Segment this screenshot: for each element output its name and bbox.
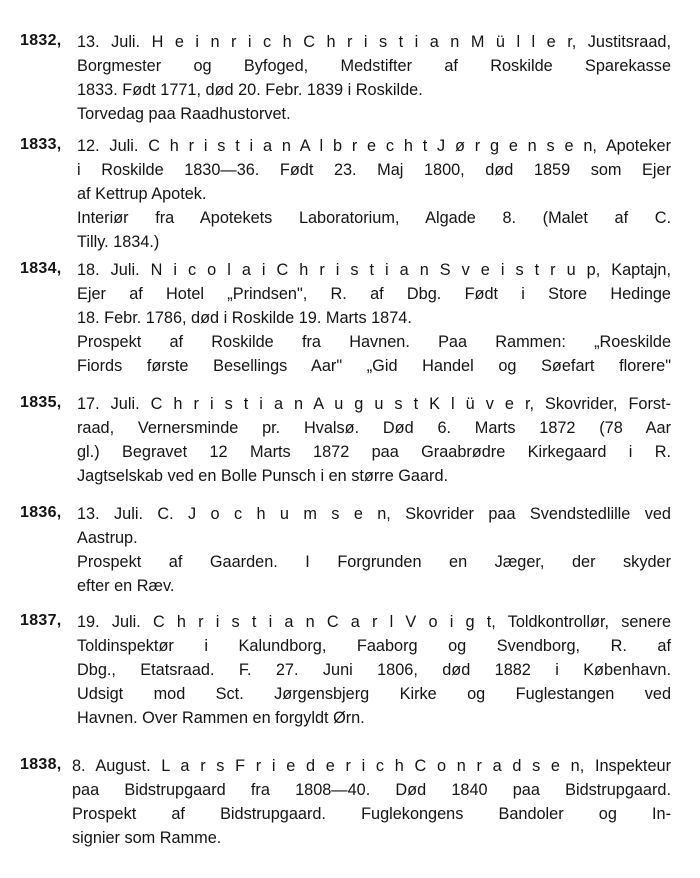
entry-line: paa Bidstrupgaard fra 1808—40. Død 1840 paa Bidstrupgaard. — [72, 781, 671, 799]
entry-line: af Kettrup Apotek. — [77, 185, 207, 203]
entry-line: Havnen. Over Rammen en forgyldt Ørn. — [77, 709, 365, 727]
entry-line: i Roskilde 1830—36. Født 23. Maj 1800, død 1859 som Ejer — [77, 161, 671, 179]
entry-year: 1833, — [20, 136, 62, 153]
entry-line: Dbg., Etatsraad. F. 27. Juni 1806, død 1882 i København. — [77, 661, 671, 679]
entry-line: Prospekt af Gaarden. I Forgrunden en Jæger, der skyder — [77, 553, 671, 571]
entry-year: 1832, — [20, 32, 62, 49]
entry-line: Torvedag paa Raadhustorvet. — [77, 105, 291, 123]
entry-line: raad, Vernersminde pr. Hvalsø. Død 6. Marts 1872 (78 Aar — [77, 419, 671, 437]
entry-line: Ejer af Hotel „Prindsen", R. af Dbg. Født i Store Hedinge — [77, 285, 671, 303]
entry-line: Fiords første Besellings Aar" „Gid Handel og Søefart florere" — [77, 357, 671, 375]
entry-line: 13. Juli. C. J o c h u m s e n, Skovrider paa Svendstedlille ved — [77, 505, 671, 523]
entry-line: Interiør fra Apotekets Laboratorium, Algade 8. (Malet af C. — [77, 209, 671, 227]
entry-line: Udsigt mod Sct. Jørgensbjerg Kirke og Fuglestangen ved — [77, 685, 671, 703]
entry-year: 1836, — [20, 504, 62, 521]
entry-line: 8. August. L a r s F r i e d e r i c h C o n r a d s e n, Inspekteur — [72, 757, 671, 775]
entry-year: 1838, — [20, 756, 62, 773]
entry-line: 12. Juli. C h r i s t i a n A l b r e c h t J ø r g e n s e n, Apoteker — [77, 137, 671, 155]
entry-line: Prospekt af Bidstrupgaard. Fuglekongens Bandoler og In- — [72, 805, 671, 823]
entry-line: 19. Juli. C h r i s t i a n C a r l V o i g t, Toldkontrollør, senere — [77, 613, 671, 631]
entry-year: 1834, — [20, 260, 62, 277]
entry-line: Aastrup. — [77, 529, 138, 547]
entry-line: 17. Juli. C h r i s t i a n A u g u s t K l ü v e r, Skovrider, Forst- — [77, 395, 671, 413]
entry-line: gl.) Begravet 12 Marts 1872 paa Graabrødre Kirkegaard i R. — [77, 443, 671, 461]
entry-line: Toldinspektør i Kalundborg, Faaborg og Svendborg, R. af — [77, 637, 671, 655]
entry-line: Borgmester og Byfoged, Medstifter af Roskilde Sparekasse — [77, 57, 671, 75]
entry-line: 18. Juli. N i c o l a i C h r i s t i a n S v e i s t r u p, Kaptajn, — [77, 261, 671, 279]
entry-line: Prospekt af Roskilde fra Havnen. Paa Rammen: „Roeskilde — [77, 333, 671, 351]
entry-line: Jagtselskab ved en Bolle Punsch i en større Gaard. — [77, 467, 449, 485]
entry-year: 1835, — [20, 394, 62, 411]
entry-year: 1837, — [20, 612, 62, 629]
entry-line: Tilly. 1834.) — [77, 233, 160, 251]
entry-line: 18. Febr. 1786, død i Roskilde 19. Marts 1874. — [77, 309, 412, 327]
entry-line: 1833. Født 1771, død 20. Febr. 1839 i Roskilde. — [77, 81, 423, 99]
entry-line: 13. Juli. H e i n r i c h C h r i s t i a n M ü l l e r, Justitsraad, — [77, 33, 671, 51]
entry-line: signier som Ramme. — [72, 829, 222, 847]
entry-line: efter en Ræv. — [77, 577, 175, 595]
